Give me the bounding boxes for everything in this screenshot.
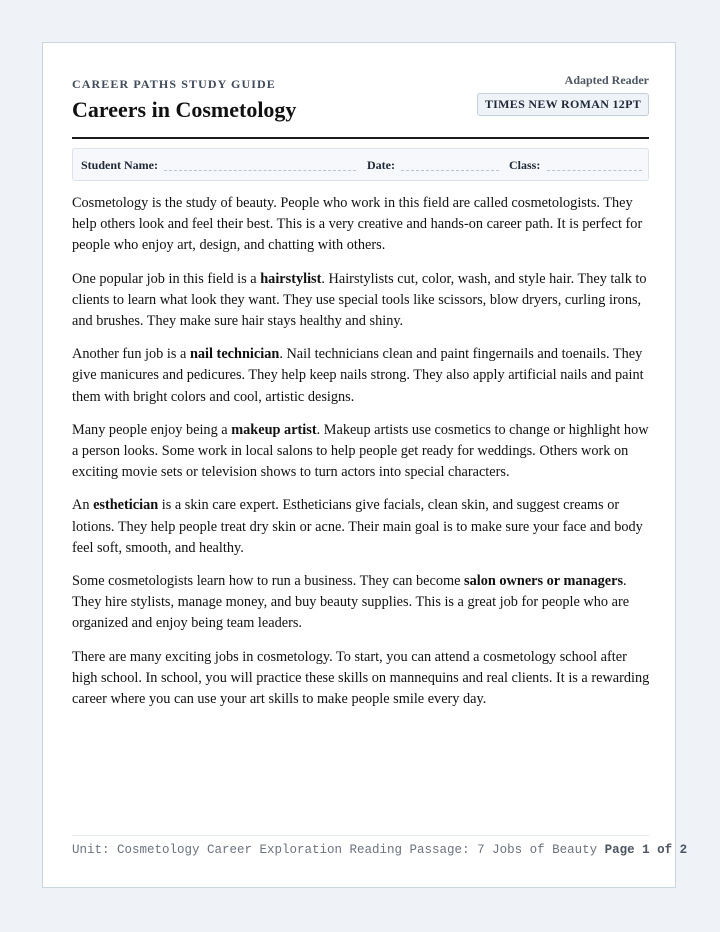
class-field[interactable] — [547, 170, 642, 171]
paragraph: There are many exciting jobs in cosmetology. To start, you can attend a cosmetology school after high school. In school, you will practice these skills on mannequins and real clients. It is a rewarding career where you can use your art skills to make people smile every day. — [72, 648, 650, 708]
page-footer — [72, 835, 688, 857]
class-label: Class: — [509, 158, 541, 172]
paragraph: Another fun job is a nail technician. Nail technicians clean and paint fingernails and toenails. They give manicures and pedicures. They help keep nails strong. They also apply artificial nails and paint them with bright colors and cool, artistic designs. — [72, 346, 644, 405]
worksheet-header — [72, 73, 649, 139]
date-field[interactable] — [401, 170, 499, 171]
paragraph: An esthetician is a skin care expert. Estheticians give facials, clean skin, and suggest creams or lotions. They help people treat dry skin or acne. Their main goal is to make sure your face and body feel soft, smooth, and healthy. — [72, 497, 643, 556]
key-term: nail technician — [189, 346, 280, 363]
key-term: makeup artist — [231, 421, 317, 438]
key-term: hairstylist — [260, 270, 322, 287]
font-badge: TIMES NEW ROMAN 12PT — [477, 93, 649, 116]
date-label: Date: — [367, 158, 395, 172]
reader-level-label: Adapted Reader — [564, 73, 649, 87]
reading-passage — [72, 193, 652, 722]
worksheet-page — [42, 42, 688, 888]
page-title: Careers in Cosmetology — [72, 97, 297, 122]
page-number: Page 1 of 2 — [604, 843, 688, 857]
study-guide-kicker: CAREER PATHS STUDY GUIDE — [72, 77, 276, 91]
student-name-label: Student Name: — [81, 158, 158, 172]
student-info-box — [72, 148, 649, 181]
paragraph: Some cosmetologists learn how to run a business. They can become salon owners or managers. They hire stylists, manage money, and buy beauty supplies. This is a great job for people who are organized and enjoy being team leaders. — [72, 573, 630, 632]
student-name-field[interactable] — [164, 170, 356, 171]
unit-info: Unit: Cosmetology Career Exploration Reading Passage: 7 Jobs of Beauty — [72, 843, 598, 857]
paragraph: Cosmetology is the study of beauty. People who work in this field are called cosmetologists. They help others look and feel their best. This is a very creative and hands-on career path. It is perfect for people who enjoy art, design, and chatting with others. — [72, 195, 643, 254]
key-term: salon owners or managers — [464, 573, 624, 590]
paragraph: Many people enjoy being a makeup artist. Makeup artists use cosmetics to change or highlight how a person looks. Some work in local salons to help people get ready for weddings. Others work on exciting movie sets or television shows to turn actors into special characters. — [72, 421, 649, 481]
paragraph: One popular job in this field is a hairstylist. Hairstylists cut, color, wash, and style hair. They talk to clients to learn what look they want. They use special tools like scissors, blow dryers, curling irons, and brushes. They make sure hair stays healthy and shiny. — [72, 270, 647, 330]
key-term: esthetician — [93, 497, 159, 514]
